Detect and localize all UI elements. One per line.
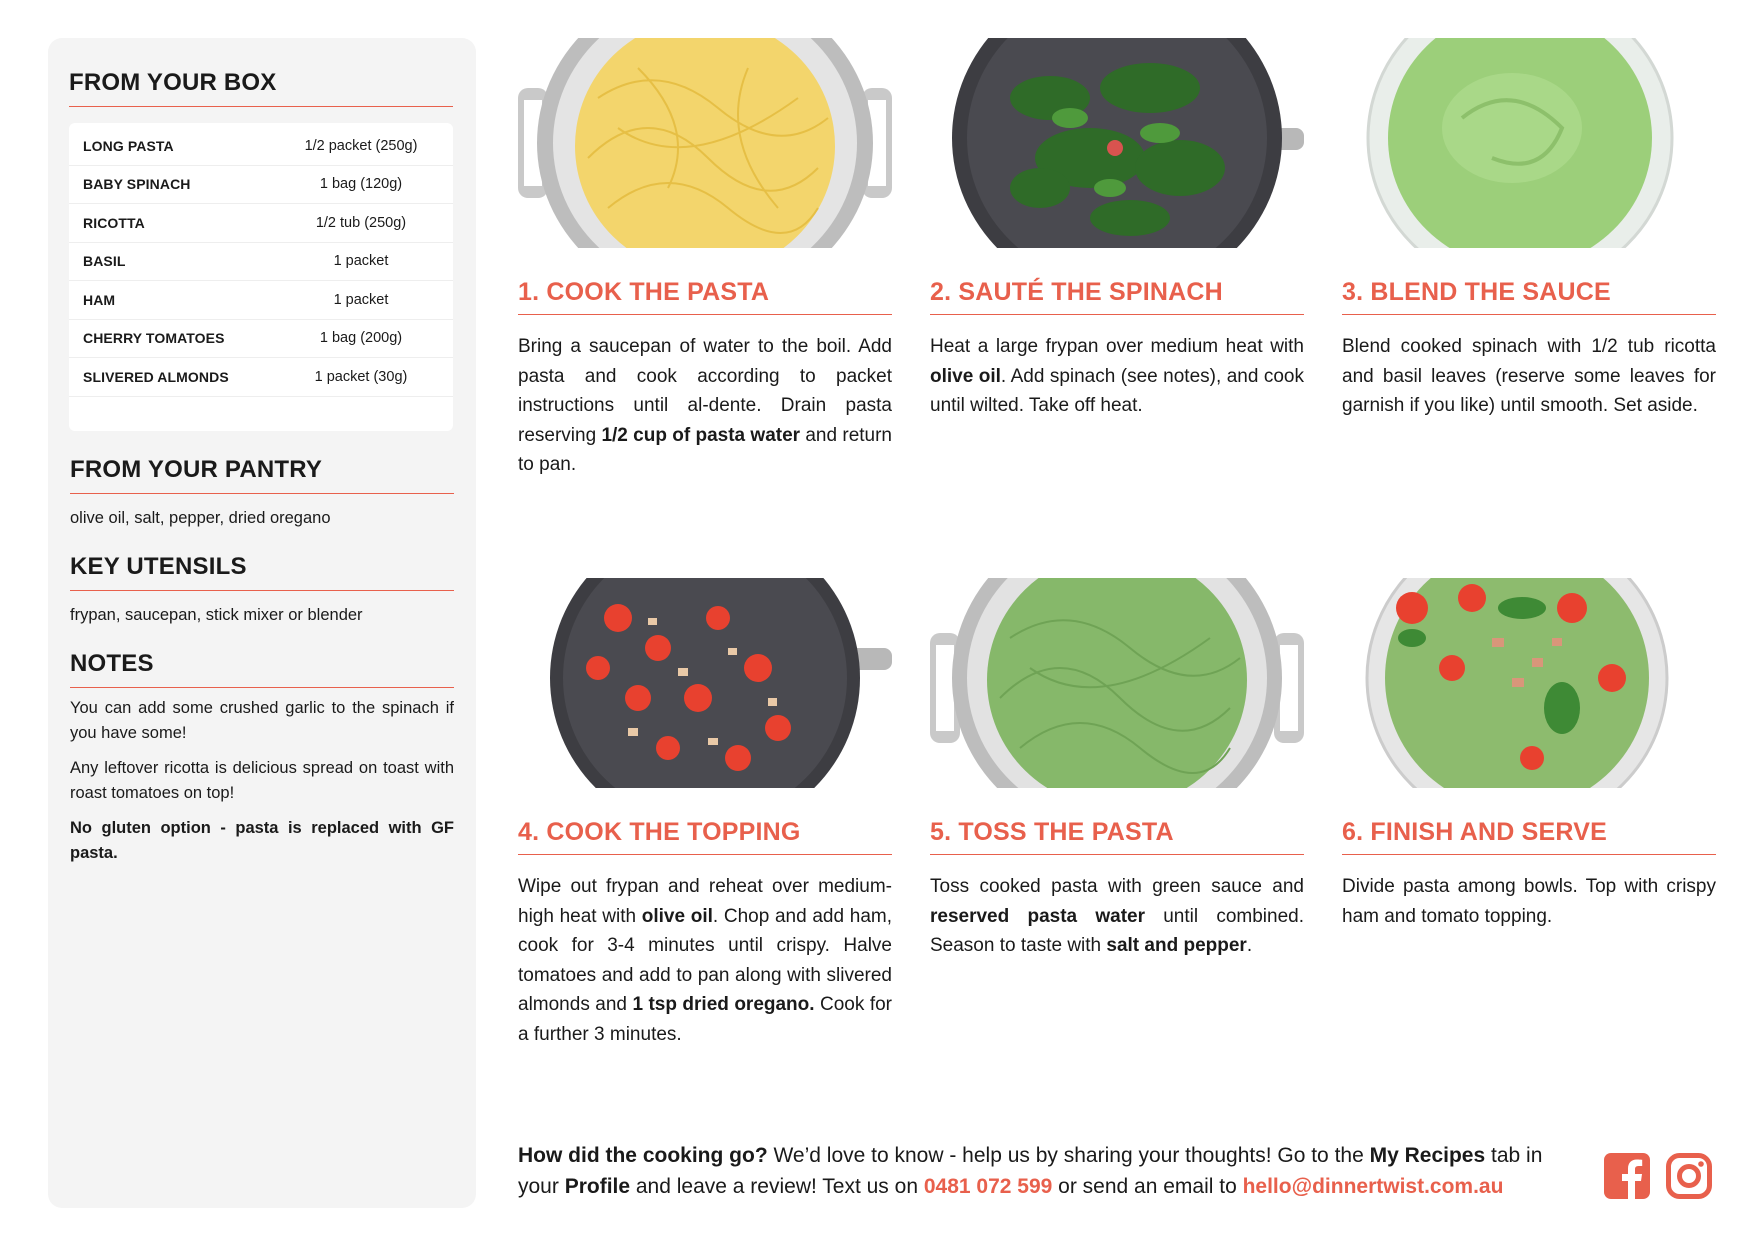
footer-text: tab in your	[518, 1144, 1543, 1198]
step-text	[930, 872, 1304, 961]
my-recipes-link[interactable]: My Recipes	[1369, 1144, 1486, 1167]
step-title: 1. COOK THE PASTA	[518, 278, 892, 315]
footer-text: We’d love to know - help us by sharing your thoughts! Go to the	[767, 1144, 1370, 1167]
ingredient-row	[69, 358, 453, 397]
ingredient-name: LONG PASTA	[83, 137, 174, 154]
ingredient-qty: 1/2 tub (250g)	[315, 214, 407, 231]
review-footer	[518, 1140, 1578, 1202]
ingredients-table	[69, 123, 453, 431]
ingredient-qty: 1 bag (200g)	[319, 330, 403, 347]
pantry-section	[70, 456, 454, 531]
step-text-bold: olive oil	[641, 905, 713, 927]
step-text-run: and return to pan.	[518, 424, 892, 475]
email-link[interactable]: hello@dinnertwist.com.au	[1242, 1175, 1504, 1198]
step-photo	[930, 578, 1304, 788]
from-your-box-heading: FROM YOUR BOX	[69, 69, 453, 107]
utensils-heading: KEY UTENSILS	[70, 553, 454, 591]
footer-question: How did the cooking go?	[518, 1144, 768, 1167]
ingredient-qty: 1/2 packet (250g)	[304, 137, 418, 154]
finished-dish-photo	[1342, 578, 1716, 788]
instagram-icon[interactable]	[1666, 1153, 1712, 1199]
step-text	[1342, 872, 1716, 931]
ingredient-row	[69, 127, 453, 166]
ingredient-qty: 1 packet	[333, 253, 389, 270]
step-text-run: .	[1246, 935, 1253, 956]
step-photo	[1342, 38, 1716, 248]
step-2	[930, 38, 1304, 416]
ingredient-row	[69, 243, 453, 282]
step-text-run: Wipe out frypan and reheat over medium-high heat with	[518, 876, 892, 927]
ingredient-row	[69, 166, 453, 205]
utensils-text: frypan, saucepan, stick mixer or blender	[70, 606, 363, 624]
ingredient-name: HAM	[83, 291, 116, 308]
utensils-section	[70, 553, 454, 628]
footer-text: or send an email to	[1052, 1175, 1243, 1198]
ingredient-name: CHERRY TOMATOES	[83, 330, 225, 347]
note-item: Any leftover ricotta is delicious spread on toast with roast tomatoes on top!	[70, 759, 454, 802]
step-text-bold: 1 tsp dried oregano.	[632, 994, 815, 1015]
step-title: 2. SAUTÉ THE SPINACH	[930, 278, 1304, 315]
step-text-bold: reserved pasta water	[930, 905, 1145, 927]
pantry-heading: FROM YOUR PANTRY	[70, 456, 454, 494]
step-text	[518, 872, 892, 1049]
facebook-icon[interactable]	[1604, 1153, 1650, 1199]
phone-link[interactable]: 0481 072 599	[923, 1175, 1053, 1198]
step-text-run: Toss cooked pasta with green sauce and	[930, 876, 1304, 897]
note-item: No gluten option - pasta is replaced with GF pasta.	[70, 819, 454, 862]
step-photo	[930, 38, 1304, 248]
notes-heading: NOTES	[70, 650, 454, 688]
ingredient-name: SLIVERED ALMONDS	[83, 368, 229, 385]
step-4	[518, 578, 893, 1045]
step-text-run: . Add spinach (see notes), and cook until wilted. Take off heat.	[930, 365, 1304, 416]
ingredient-name: RICOTTA	[83, 214, 145, 231]
step-text-run: Blend cooked spinach with 1/2 tub ricotta and basil leaves (reserve some leaves for garnish if you like) until smooth. Set aside.	[1342, 336, 1716, 416]
ingredient-row	[69, 320, 453, 359]
step-text-run: Cook for a further 3 minutes.	[518, 994, 893, 1045]
step-photo	[518, 578, 892, 788]
pasta-in-pot-photo	[518, 38, 892, 248]
step-text	[518, 332, 892, 480]
note-item: You can add some crushed garlic to the spinach if you have some!	[70, 699, 454, 742]
footer-text: and leave a review! Text us on	[630, 1175, 924, 1198]
ingredient-qty: 1 packet (30g)	[314, 368, 408, 385]
step-text-bold: olive oil	[930, 365, 1001, 387]
ingredient-name: BABY SPINACH	[83, 176, 191, 193]
step-text-bold: salt and pepper	[1106, 935, 1247, 956]
step-text	[1342, 332, 1716, 421]
spinach-in-frypan-photo	[930, 38, 1304, 248]
step-3	[1342, 38, 1716, 416]
step-text	[930, 332, 1304, 421]
notes-section	[70, 650, 454, 866]
ingredient-qty: 1 packet	[333, 291, 389, 308]
pantry-text: olive oil, salt, pepper, dried oregano	[70, 509, 331, 527]
ingredient-row	[69, 204, 453, 243]
ingredient-qty: 1 bag (120g)	[319, 176, 403, 193]
step-6	[1342, 578, 1716, 927]
tomato-ham-frypan-photo	[518, 578, 892, 788]
step-photo	[518, 38, 892, 248]
ingredient-name: BASIL	[83, 253, 126, 270]
green-pasta-pot-photo	[930, 578, 1304, 788]
step-text-run: Bring a saucepan of water to the boil. Add pasta and cook according to packet instructions until al-dente. Drain pasta reserving	[518, 336, 892, 446]
step-5	[930, 578, 1304, 956]
step-title: 4. COOK THE TOPPING	[518, 818, 892, 855]
step-text-run: Divide pasta among bowls. Top with crispy ham and tomato topping.	[1342, 876, 1716, 927]
step-title: 5. TOSS THE PASTA	[930, 818, 1304, 855]
green-sauce-bowl-photo	[1342, 38, 1716, 248]
step-1	[518, 38, 892, 475]
ingredient-row	[69, 281, 453, 320]
step-text-run: . Chop and add ham, cook for 3-4 minutes until crispy. Halve tomatoes and add to pan along with slivered almonds and	[518, 905, 892, 1015]
step-title: 6. FINISH AND SERVE	[1342, 818, 1716, 855]
sidebar	[48, 38, 476, 1208]
step-text-run: until combined. Season to taste with	[930, 905, 1304, 956]
step-text-run: Heat a large frypan over medium heat with	[930, 336, 1304, 357]
step-text-bold: 1/2 cup of pasta water	[601, 424, 801, 446]
profile-link[interactable]: Profile	[564, 1175, 631, 1198]
step-title: 3. BLEND THE SAUCE	[1342, 278, 1716, 315]
step-photo	[1342, 578, 1716, 788]
